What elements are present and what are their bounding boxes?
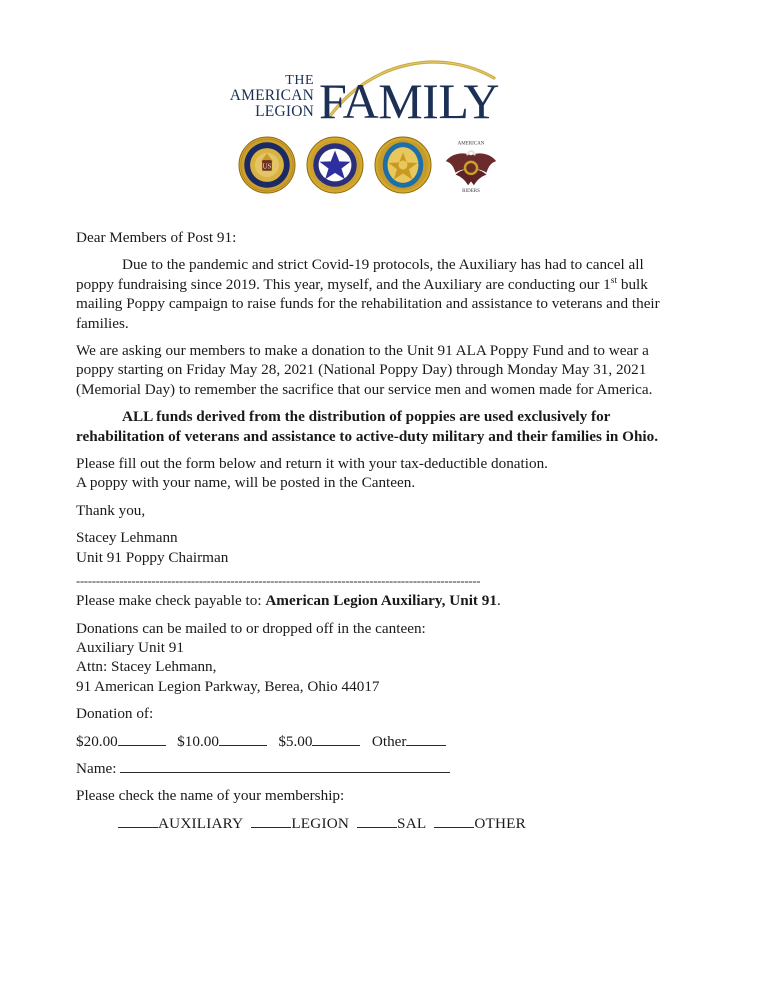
svg-text:AMERICAN: AMERICAN (457, 141, 485, 147)
membership-options-row (118, 814, 676, 833)
membership-option-auxiliary[interactable]: AUXILIARY (158, 814, 244, 832)
membership-auxiliary-blank[interactable] (118, 815, 158, 828)
logo-wordmark (222, 62, 506, 129)
signer-name: Stacey Lehmann (76, 529, 178, 547)
paragraph-2: We are asking our members to make a donation to the Unit 91 ALA Poppy Fund and to wear a poppy starting on Friday May 28, 2021 (National Poppy Day) through Monday May 31, 2021 (Memorial Day) to remember the sacrifice that our service men and women made for America. (76, 342, 653, 398)
donation-amount-row (76, 732, 676, 751)
logo-the: THE (285, 73, 314, 89)
paragraph-1 (76, 255, 676, 333)
ordinal-suffix: st (610, 275, 618, 286)
svg-text:US: US (262, 163, 272, 171)
donation-label: Donation of: (76, 705, 154, 723)
sons-of-the-american-legion-emblem (374, 136, 432, 194)
amount-option-5[interactable]: $5.00 (278, 732, 313, 750)
emblem-row (238, 134, 500, 196)
amount-other-blank[interactable] (406, 733, 446, 746)
the-american-legion-text (222, 74, 314, 124)
check-payable-prefix: Please make check payable to: (76, 592, 266, 610)
logo-american: AMERICAN (229, 87, 314, 105)
check-payable-payee: American Legion Auxiliary, Unit 91 (265, 592, 497, 610)
membership-option-sal[interactable]: SAL (397, 814, 427, 832)
logo-family: FAMILY (319, 73, 499, 129)
membership-option-other[interactable]: OTHER (474, 814, 526, 832)
american-legion-riders-emblem (442, 136, 500, 194)
membership-prompt: Please check the name of your membership: (76, 787, 345, 805)
paragraph-3-emphasis: ALL funds derived from the distribution of poppies are used exclusively for rehabilitation of veterans and assistance to active-duty military and their families in Ohio. (76, 408, 659, 445)
name-field-row (76, 759, 676, 778)
membership-legion-blank[interactable] (251, 815, 291, 828)
address-line-2: Attn: Stacey Lehmann, (76, 658, 217, 676)
mailing-intro: Donations can be mailed to or dropped off in the canteen: (76, 619, 426, 637)
american-legion-family-logo (222, 46, 506, 198)
letter-body (76, 228, 676, 841)
form-instruction-line-2: A poppy with your name, will be posted in the Canteen. (76, 474, 416, 492)
salutation: Dear Members of Post 91: (76, 229, 237, 246)
logo-legion: LEGION (255, 103, 314, 121)
closing: Thank you, (76, 501, 146, 519)
amount-5-blank[interactable] (312, 733, 360, 746)
dashed-divider: ------------------------------------------------------------------------------------------------------ (76, 575, 481, 589)
membership-sal-blank[interactable] (357, 815, 397, 828)
check-payable-suffix: . (496, 592, 501, 610)
form-instruction-line-1: Please fill out the form below and return it with your tax-deductible donation. (76, 455, 548, 473)
check-payable-line (76, 591, 676, 610)
amount-20-blank[interactable] (118, 733, 166, 746)
american-legion-emblem (238, 136, 296, 194)
name-label: Name: (76, 759, 117, 777)
amount-option-10[interactable]: $10.00 (177, 732, 219, 750)
paragraph-1-part-b: bulk mailing Poppy campaign to raise funds for the rehabilitation and assistance to veterans and their families. (76, 275, 660, 332)
amount-10-blank[interactable] (219, 733, 267, 746)
address-line-1: Auxiliary Unit 91 (76, 638, 184, 656)
membership-other-blank[interactable] (434, 815, 474, 828)
paragraph-1-part-a: Due to the pandemic and strict Covid-19 protocols, the Auxiliary has had to cancel all poppy fundraising since 2019. This year, myself, and the Auxiliary are conducting our 1 (76, 256, 644, 293)
address-line-3: 91 American Legion Parkway, Berea, Ohio 44017 (76, 677, 380, 695)
american-legion-auxiliary-emblem (306, 136, 364, 194)
svg-text:RIDERS: RIDERS (462, 189, 480, 194)
amount-option-20[interactable]: $20.00 (76, 732, 118, 750)
amount-option-other[interactable]: Other (371, 732, 407, 750)
signer-title: Unit 91 Poppy Chairman (76, 548, 229, 566)
membership-option-legion[interactable]: LEGION (291, 814, 350, 832)
name-input-line[interactable] (120, 759, 450, 773)
